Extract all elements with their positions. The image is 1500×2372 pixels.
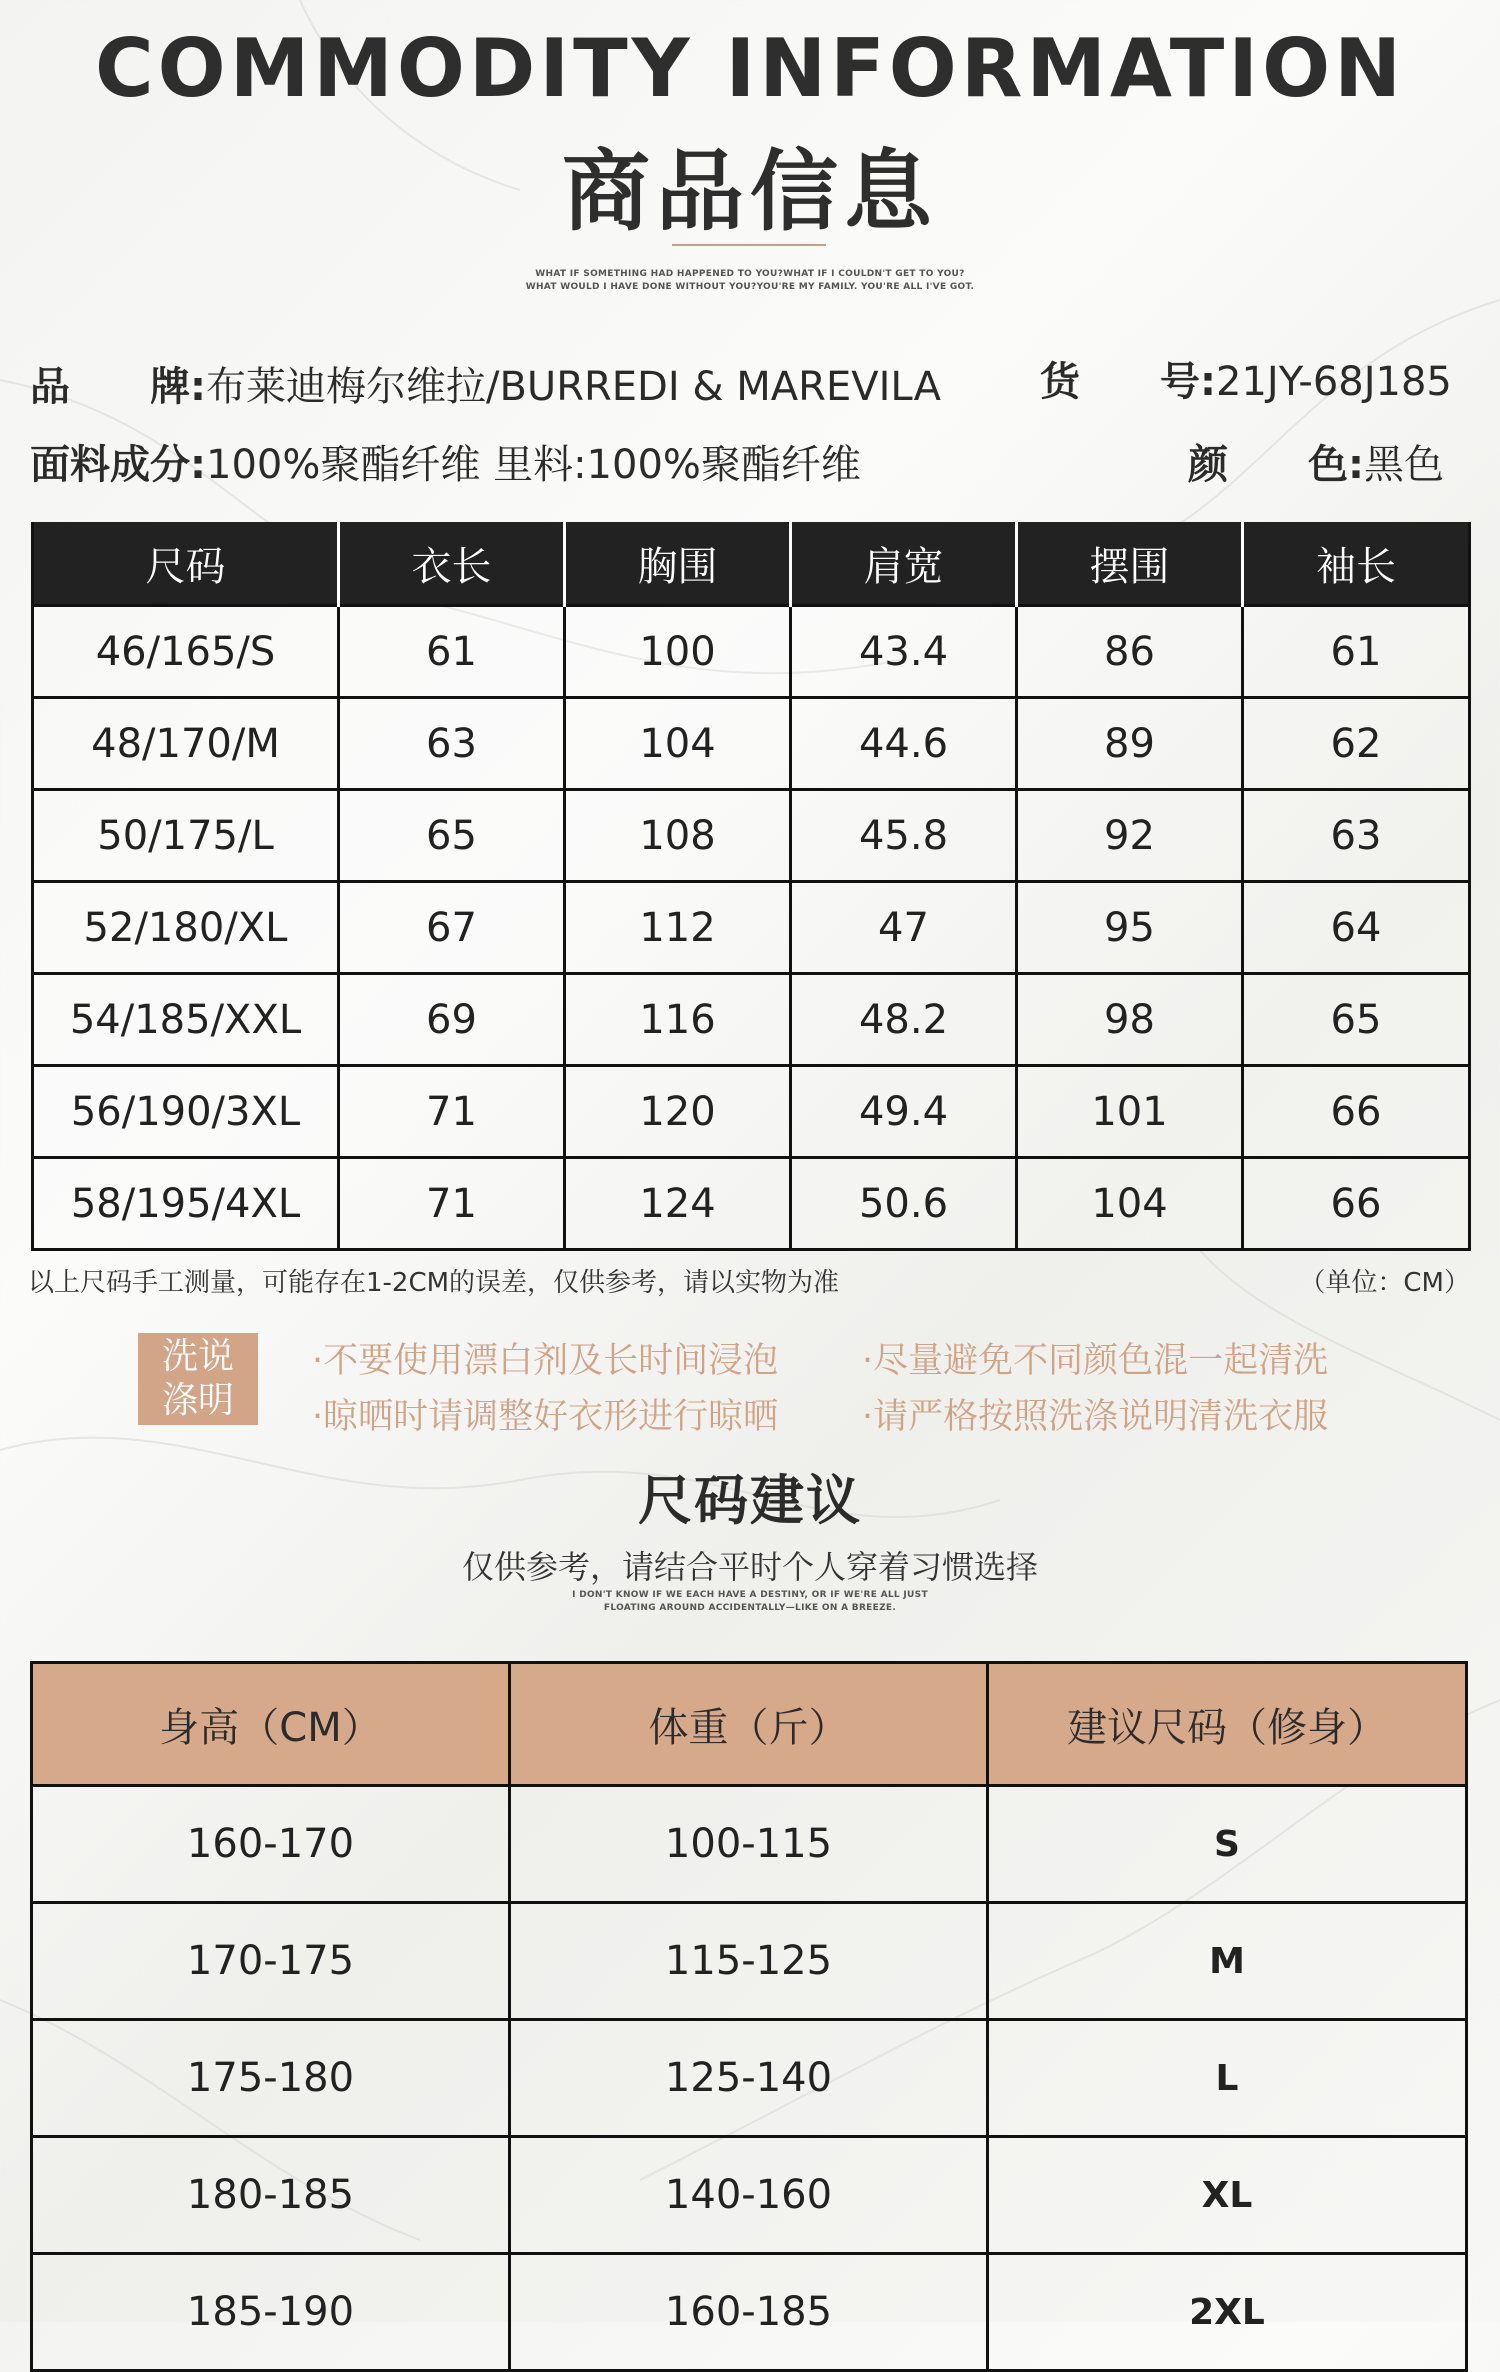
- cell: 66: [1243, 1158, 1470, 1250]
- cell: 100-115: [510, 1786, 988, 1903]
- size-suggestion-table: [30, 1661, 1468, 2372]
- cell: 116: [565, 974, 791, 1066]
- cell: XL: [988, 2137, 1467, 2254]
- cell: 65: [1243, 974, 1470, 1066]
- cell: 125-140: [510, 2020, 988, 2137]
- wash-badge: [138, 1333, 258, 1425]
- cell: 2XL: [988, 2254, 1467, 2371]
- table-row: [33, 790, 1470, 882]
- color-label: 颜 色:: [1188, 442, 1364, 488]
- cell: 43.4: [791, 606, 1017, 698]
- suggestion-tagline-1: I DON'T KNOW IF WE EACH HAVE A DESTINY, OR IF WE'RE ALL JUST: [572, 1590, 928, 1600]
- cell: 71: [339, 1066, 565, 1158]
- cell: 65: [339, 790, 565, 882]
- sku-info: [1040, 350, 1452, 407]
- color-info: [1188, 433, 1444, 490]
- table-row: [32, 2020, 1467, 2137]
- fabric-value: 100%聚酯纤维 里料:100%聚酯纤维: [206, 442, 861, 488]
- header-recommended-size: 建议尺码（修身）: [988, 1663, 1467, 1786]
- title-chinese: 商品信息: [561, 140, 938, 243]
- cell: 104: [1017, 1158, 1243, 1250]
- cell: 175-180: [32, 2020, 510, 2137]
- cell: 63: [1243, 790, 1470, 882]
- cell: 50/175/L: [33, 790, 339, 882]
- cell: 86: [1017, 606, 1243, 698]
- suggestion-tagline-2: FLOATING AROUND ACCIDENTALLY—LIKE ON A BREEZE.: [603, 1603, 897, 1613]
- cell: 185-190: [32, 2254, 510, 2371]
- wash-tip-2: ·尽量避免不同颜色混一起清洗: [862, 1341, 1329, 1381]
- table-row: [32, 1786, 1467, 1903]
- cell: 46/165/S: [33, 606, 339, 698]
- cell: S: [988, 1786, 1467, 1903]
- unit-note: （单位：CM）: [1299, 1268, 1470, 1298]
- header-sleeve: 袖长: [1243, 522, 1470, 606]
- cell: M: [988, 1903, 1467, 2020]
- table-row: [32, 2254, 1467, 2371]
- cell: 180-185: [32, 2137, 510, 2254]
- cell: 160-185: [510, 2254, 988, 2371]
- cell: 45.8: [791, 790, 1017, 882]
- wash-tip-4: ·请严格按照洗涤说明清洗衣服: [862, 1397, 1329, 1437]
- header-size: 尺码: [33, 522, 339, 606]
- cell: 112: [565, 882, 791, 974]
- wash-tip-3: ·晾晒时请调整好衣形进行晾晒: [312, 1397, 779, 1437]
- size-table: [31, 522, 1471, 1251]
- cell: 62: [1243, 698, 1470, 790]
- header-tagline-1: WHAT IF SOMETHING HAD HAPPENED TO YOU?WHAT IF I COULDN'T GET TO YOU?: [535, 269, 965, 279]
- wash-badge-line2: 涤明: [161, 1380, 234, 1421]
- cell: 120: [565, 1066, 791, 1158]
- header-hem: 摆围: [1017, 522, 1243, 606]
- cell: 89: [1017, 698, 1243, 790]
- size-suggestion-subtitle: 仅供参考，请结合平时个人穿着习惯选择: [461, 1548, 1038, 1586]
- header-shoulder: 肩宽: [791, 522, 1017, 606]
- sku-value: 21JY-68J185: [1216, 359, 1452, 405]
- cell: 69: [339, 974, 565, 1066]
- header-length: 衣长: [339, 522, 565, 606]
- table-row: [33, 1066, 1470, 1158]
- title-english: COMMODITY INFORMATION: [94, 22, 1406, 115]
- cell: L: [988, 2020, 1467, 2137]
- table-row: [33, 882, 1470, 974]
- table-row: [33, 698, 1470, 790]
- fabric-info: [30, 433, 861, 490]
- cell: 61: [339, 606, 565, 698]
- cell: 56/190/3XL: [33, 1066, 339, 1158]
- cell: 61: [1243, 606, 1470, 698]
- cell: 140-160: [510, 2137, 988, 2254]
- cell: 66: [1243, 1066, 1470, 1158]
- sku-label: 货 号:: [1040, 359, 1216, 405]
- cell: 58/195/4XL: [33, 1158, 339, 1250]
- suggestion-header: [32, 1663, 1467, 1786]
- cell: 63: [339, 698, 565, 790]
- cell: 100: [565, 606, 791, 698]
- cell: 115-125: [510, 1903, 988, 2020]
- cell: 48/170/M: [33, 698, 339, 790]
- size-suggestion-title: 尺码建议: [638, 1469, 862, 1532]
- table-row: [32, 1903, 1467, 2020]
- cell: 50.6: [791, 1158, 1017, 1250]
- cell: 108: [565, 790, 791, 882]
- cell: 124: [565, 1158, 791, 1250]
- cell: 98: [1017, 974, 1243, 1066]
- brand-info: [30, 355, 941, 412]
- cell: 95: [1017, 882, 1243, 974]
- wash-badge-line1: 洗说: [161, 1336, 234, 1377]
- wash-tip-1: ·不要使用漂白剂及长时间浸泡: [312, 1341, 779, 1381]
- cell: 71: [339, 1158, 565, 1250]
- header-weight: 体重（斤）: [510, 1663, 988, 1786]
- cell: 101: [1017, 1066, 1243, 1158]
- color-value: 黑色: [1364, 442, 1444, 488]
- table-row: [33, 1158, 1470, 1250]
- header-height: 身高（CM）: [32, 1663, 510, 1786]
- size-table-header: [33, 522, 1470, 606]
- cell: 49.4: [791, 1066, 1017, 1158]
- cell: 160-170: [32, 1786, 510, 1903]
- brand-label: 品 牌:: [30, 364, 206, 410]
- cell: 170-175: [32, 1903, 510, 2020]
- header-tagline-2: WHAT WOULD I HAVE DONE WITHOUT YOU?YOU'RE MY FAMILY. YOU'RE ALL I'VE GOT.: [525, 282, 975, 292]
- title-divider: [672, 244, 826, 246]
- table-row: [33, 974, 1470, 1066]
- table-row: [32, 2137, 1467, 2254]
- header-chest: 胸围: [565, 522, 791, 606]
- cell: 48.2: [791, 974, 1017, 1066]
- cell: 67: [339, 882, 565, 974]
- cell: 92: [1017, 790, 1243, 882]
- fabric-label: 面料成分:: [30, 442, 206, 488]
- cell: 52/180/XL: [33, 882, 339, 974]
- table-row: [33, 606, 1470, 698]
- measure-note: 以上尺码手工测量，可能存在1-2CM的误差，仅供参考，请以实物为准: [28, 1268, 840, 1298]
- cell: 64: [1243, 882, 1470, 974]
- cell: 47: [791, 882, 1017, 974]
- cell: 54/185/XXL: [33, 974, 339, 1066]
- cell: 44.6: [791, 698, 1017, 790]
- cell: 104: [565, 698, 791, 790]
- brand-value: 布莱迪梅尔维拉/BURREDI & MAREVILA: [206, 364, 941, 410]
